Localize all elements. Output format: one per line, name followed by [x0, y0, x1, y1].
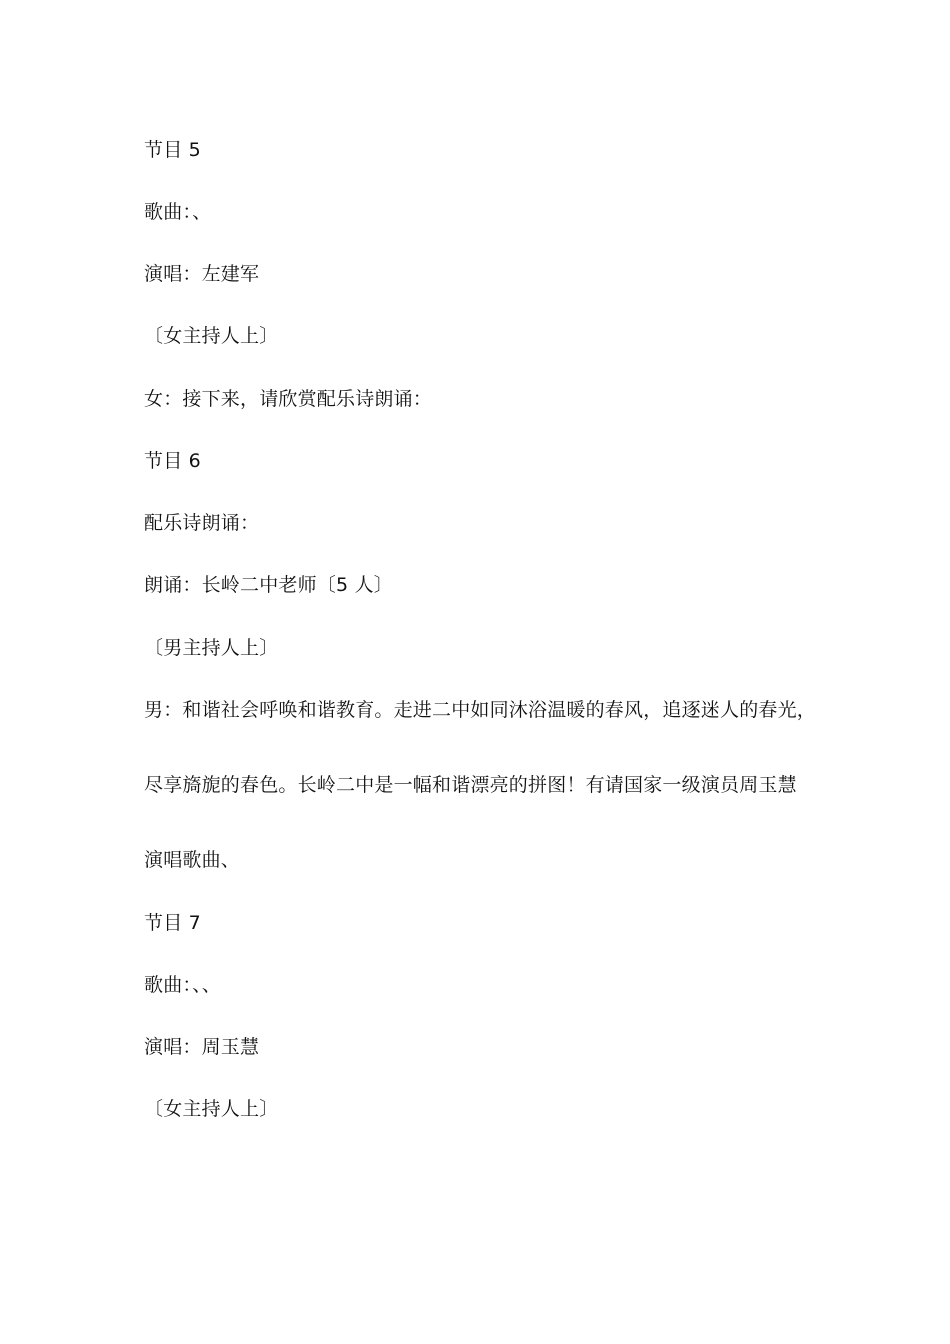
- male-host-line: 男：和谐社会呼唤和谐教育。走进二中如同沐浴温暖的春风，追逐迷人的春光，: [144, 699, 817, 721]
- female-host-line: 女：接下来，请欣赏配乐诗朗诵：: [144, 388, 433, 410]
- song-line: 歌曲：、: [144, 201, 212, 223]
- program-7-heading: 节目 7: [144, 912, 201, 934]
- male-host-line-cont: 演唱歌曲、: [144, 849, 241, 871]
- stage-direction: 〔女主持人上〕: [144, 1098, 279, 1120]
- performer-line: 演唱：左建军: [144, 263, 260, 285]
- male-host-line-cont: 尽享旖旎的春色。长岭二中是一幅和谐漂亮的拼图！有请国家一级演员周玉慧: [144, 774, 797, 796]
- stage-direction: 〔女主持人上〕: [144, 325, 279, 347]
- performer-line: 演唱：周玉慧: [144, 1036, 260, 1058]
- poem-recital-line: 配乐诗朗诵：: [144, 512, 260, 534]
- stage-direction: 〔男主持人上〕: [144, 637, 279, 659]
- program-6-heading: 节目 6: [144, 450, 201, 472]
- song-line: 歌曲：、、: [144, 974, 222, 996]
- program-5-heading: 节目 5: [144, 139, 201, 161]
- reciter-line: 朗诵：长岭二中老师〔5 人〕: [144, 574, 393, 596]
